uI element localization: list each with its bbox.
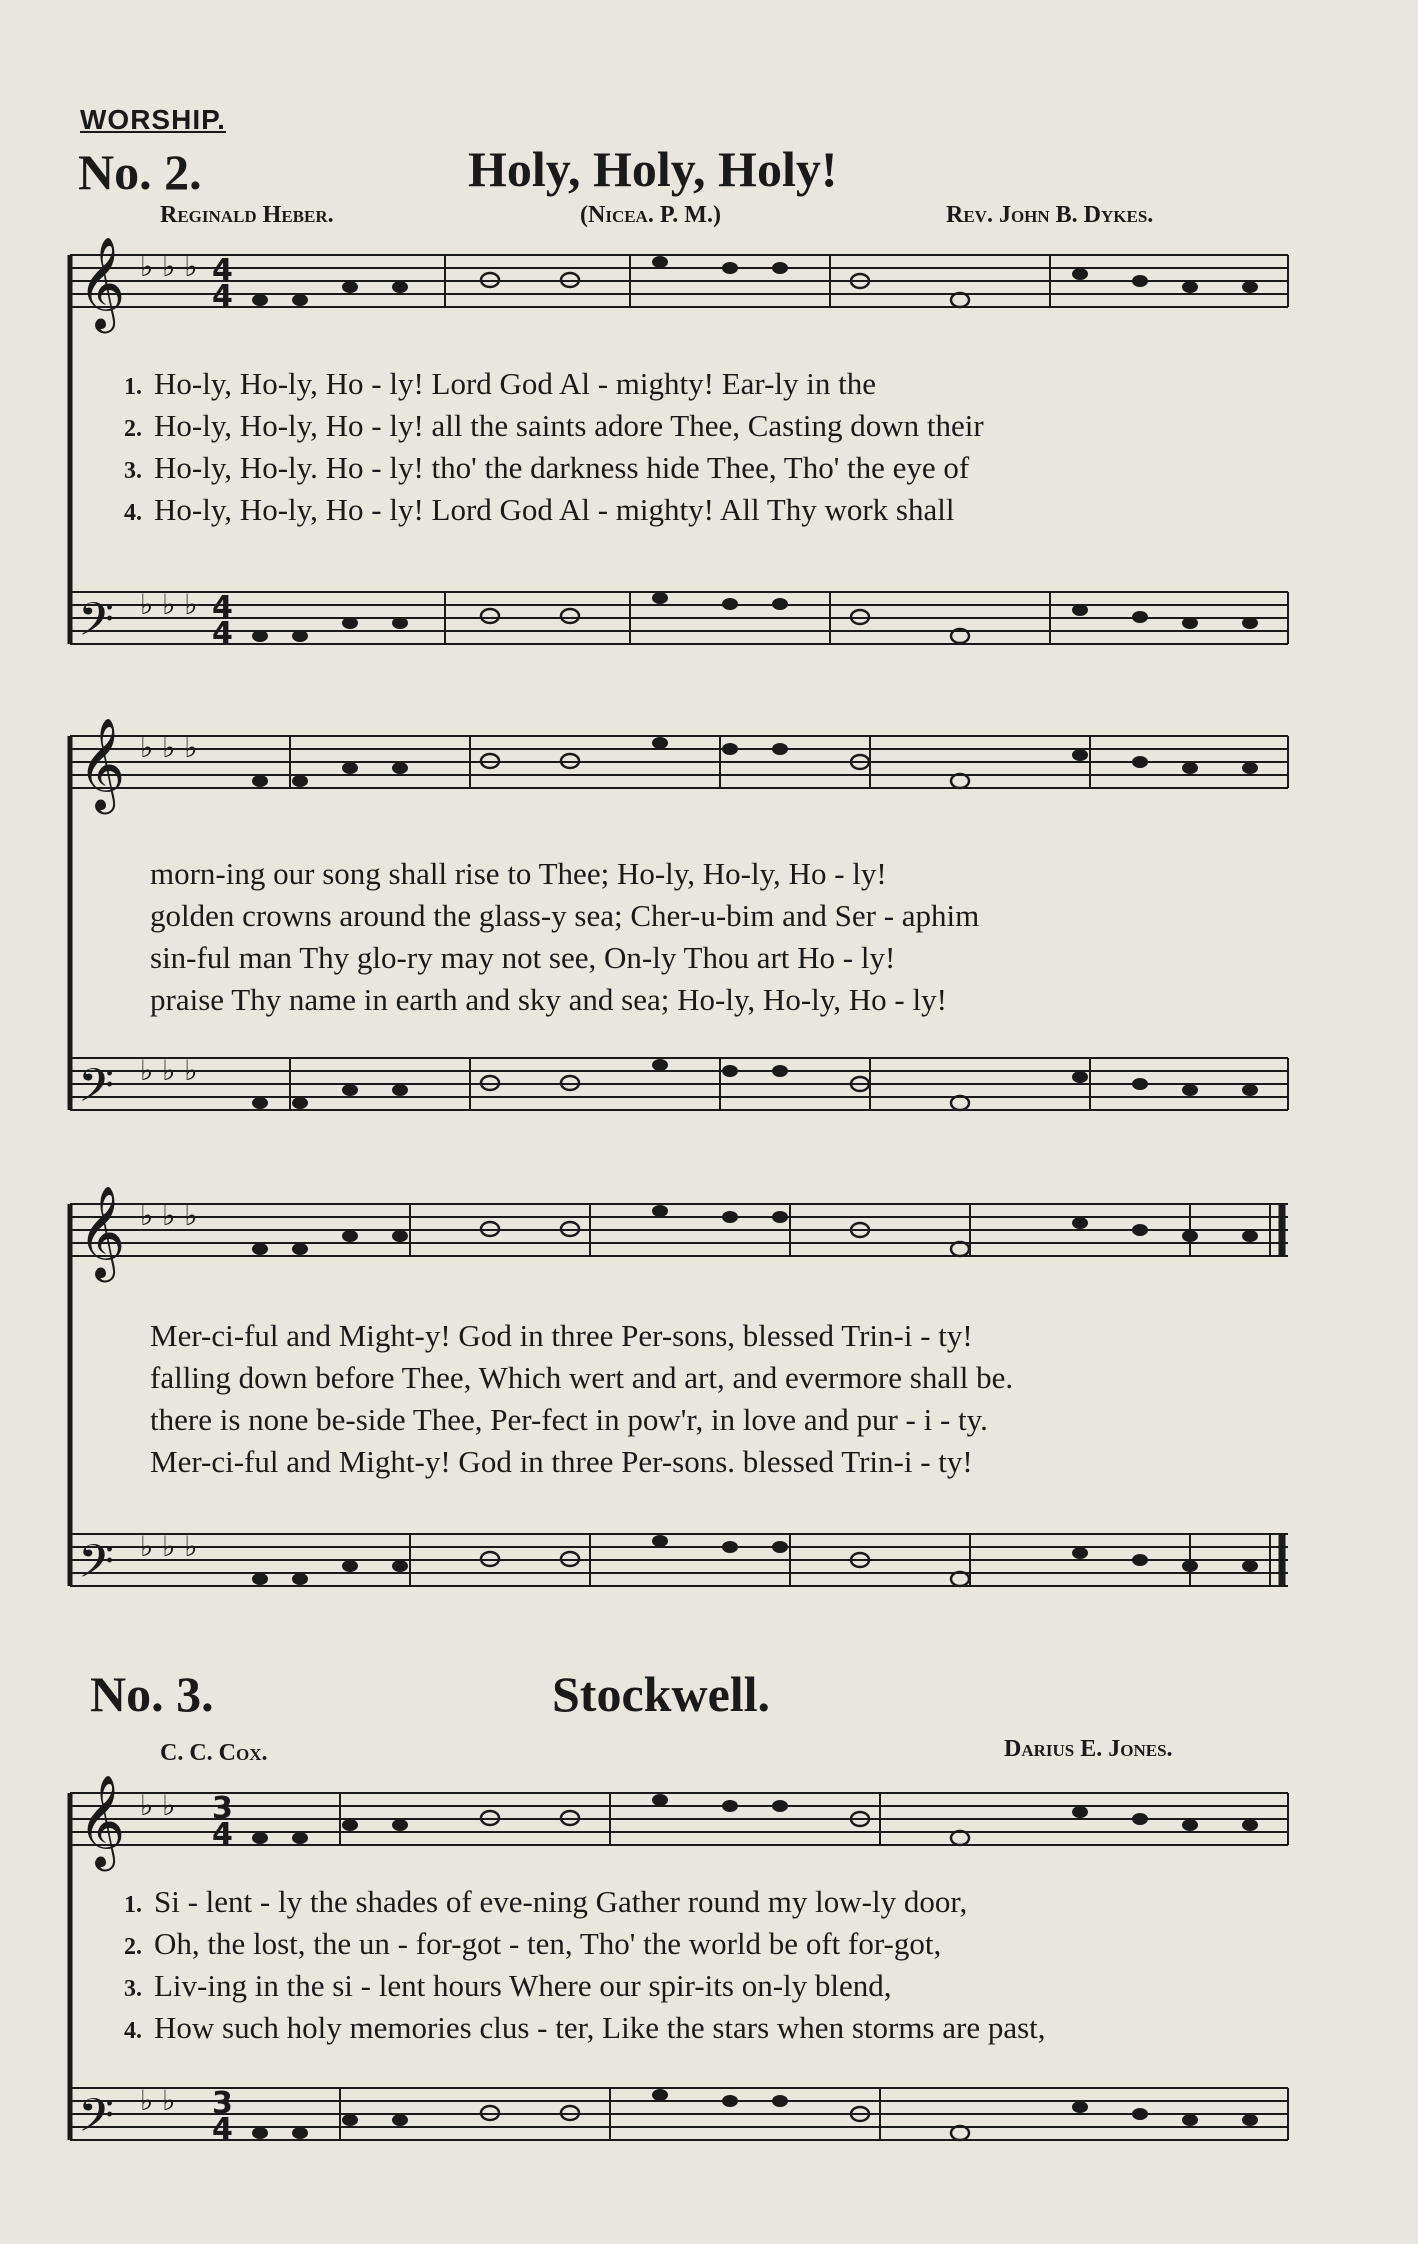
verse-block-4 xyxy=(90,1884,1046,2052)
hymn-number: No. 2. xyxy=(78,144,202,200)
verse-number: 4. xyxy=(124,2018,142,2044)
verse-line xyxy=(90,366,984,408)
verse-number: 3. xyxy=(124,1976,142,2002)
key-signature-flats: ♭ ♭ xyxy=(140,2084,176,2117)
bass-clef-icon: 𝄢 xyxy=(78,1535,115,1600)
verse-line: praise Thy name in earth and sky and sea; Ho-ly, Ho-ly, Ho - ly! xyxy=(150,982,947,1017)
time-signature: 4 xyxy=(212,279,233,314)
verse-line xyxy=(90,408,984,450)
verse-number: 2. xyxy=(124,416,142,442)
time-signature: 4 xyxy=(212,616,233,651)
key-signature-flats: ♭ ♭ ♭ xyxy=(140,250,198,283)
key-signature-flats: ♭ ♭ ♭ xyxy=(140,731,198,764)
time-signature: 4 xyxy=(212,2112,233,2147)
verse-line: sin-ful man Thy glo-ry may not see, On-ly Thou art Ho - ly! xyxy=(150,940,896,975)
verse-line xyxy=(90,1884,1046,1926)
verse-number: 1. xyxy=(124,1892,142,1918)
verse-line: golden crowns around the glass-y sea; Cher-u-bim and Ser - aphim xyxy=(150,898,980,933)
verse-line xyxy=(90,1968,1046,2010)
time-signature: 4 xyxy=(212,253,233,288)
hymn-composer: Darius E. Jones. xyxy=(1004,1736,1173,1762)
bass-clef-icon: 𝄢 xyxy=(78,2089,115,2154)
verse-block-3 xyxy=(150,1318,1013,1486)
section-label: WORSHIP. xyxy=(80,104,226,135)
key-signature-flats: ♭ ♭ xyxy=(140,1789,176,1822)
verse-line: falling down before Thee, Which wert and art, and evermore shall be. xyxy=(150,1360,1014,1395)
verse-line xyxy=(90,2010,1046,2052)
verse-text: Si - lent - ly the shades of eve-ning Gather round my low-ly door, xyxy=(154,1884,968,1919)
treble-clef-icon: 𝄞 xyxy=(78,236,126,329)
hymn-title: Holy, Holy, Holy! xyxy=(468,141,838,197)
bass-clef-icon: 𝄢 xyxy=(78,1059,115,1124)
hymn-author: Reginald Heber. xyxy=(160,202,334,228)
verse-text: Oh, the lost, the un - for-got - ten, Tho' the world be oft for-got, xyxy=(154,1926,942,1961)
hymn-tune: (Nicea. P. M.) xyxy=(580,202,721,228)
time-signature: 3 xyxy=(212,2086,233,2121)
verse-line xyxy=(90,450,984,492)
verse-text: Liv-ing in the si - lent hours Where our spir-its on-ly blend, xyxy=(154,1968,892,2003)
hymn-author: C. C. Cox. xyxy=(160,1740,268,1766)
verse-text: Ho-ly, Ho-ly, Ho - ly! all the saints adore Thee, Casting down their xyxy=(154,408,984,443)
verse-block-1 xyxy=(90,366,984,534)
verse-number: 4. xyxy=(124,500,142,526)
hymn-composer: Rev. John B. Dykes. xyxy=(946,202,1154,228)
verse-line: Mer-ci-ful and Might-y! God in three Per-sons. blessed Trin-i - ty! xyxy=(150,1444,973,1479)
verse-number: 1. xyxy=(124,374,142,400)
key-signature-flats: ♭ ♭ ♭ xyxy=(140,1054,198,1087)
treble-clef-icon: 𝄞 xyxy=(78,1774,126,1867)
noteheads xyxy=(252,256,1258,2140)
verse-line xyxy=(90,492,984,534)
bass-clef-icon: 𝄢 xyxy=(78,593,115,658)
verse-text: Ho-ly, Ho-ly, Ho - ly! Lord God Al - mighty! Ear-ly in the xyxy=(154,366,877,401)
verse-text: Ho-ly, Ho-ly, Ho - ly! Lord God Al - mighty! All Thy work shall xyxy=(154,492,955,527)
treble-clef-icon: 𝄞 xyxy=(78,717,126,810)
verse-line xyxy=(90,1926,1046,1968)
verse-text: Ho-ly, Ho-ly. Ho - ly! tho' the darkness hide Thee, Tho' the eye of xyxy=(154,450,970,485)
time-signature: 4 xyxy=(212,1817,233,1852)
verse-line: there is none be-side Thee, Per-fect in pow'r, in love and pur - i - ty. xyxy=(150,1402,988,1437)
key-signature-flats: ♭ ♭ ♭ xyxy=(140,1199,198,1232)
verse-block-2 xyxy=(150,856,979,1024)
verse-number: 2. xyxy=(124,1934,142,1960)
time-signature: 4 xyxy=(212,590,233,625)
verse-line: morn-ing our song shall rise to Thee; Ho-ly, Ho-ly, Ho - ly! xyxy=(150,856,887,891)
hymn-title: Stockwell. xyxy=(552,1666,771,1722)
hymn-number: No. 3. xyxy=(90,1666,214,1722)
verse-line: Mer-ci-ful and Might-y! God in three Per-sons, blessed Trin-i - ty! xyxy=(150,1318,973,1353)
verse-text: How such holy memories clus - ter, Like the stars when storms are past, xyxy=(154,2010,1046,2045)
key-signature-flats: ♭ ♭ ♭ xyxy=(140,1530,198,1563)
verse-number: 3. xyxy=(124,458,142,484)
key-signature-flats: ♭ ♭ ♭ xyxy=(140,588,198,621)
time-signature: 3 xyxy=(212,1791,233,1826)
treble-clef-icon: 𝄞 xyxy=(78,1185,126,1278)
